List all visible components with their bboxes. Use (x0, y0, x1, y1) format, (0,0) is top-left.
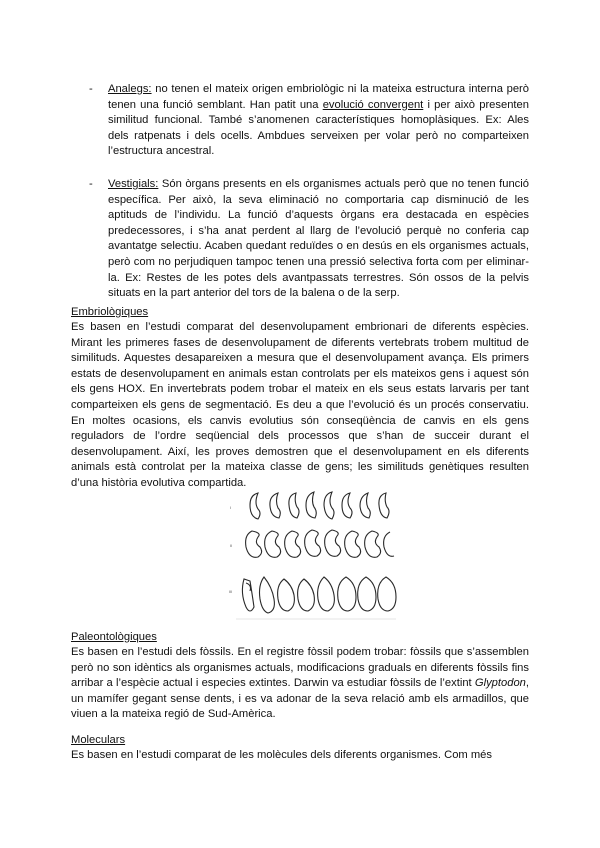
embryo-comparison-figure (228, 487, 398, 625)
embriologiques-paragraph: Es basen en l’estudi comparat del desenvolupament embrionari de diferents espècies. Mirant les primeres fases de desenvolupament de diferents vertebrats trobem multitud de similituds. Aquestes desapareixen a mesura que el desenvolupament avança. Els primers estats de desenvolupament en animals estan controlats per els mateixos gens i aquest són els gens HOX. En invertebrats podem trobar el mateix en els seus estats larvaris per tant comparteixen els gens de segmentació. Es deu a que l’evolució és un procés conservatiu. En moltes ocasions, els canvis evolutius són conseqüència de canvis en els gens reguladors de l’ordre seqüencial dels processos que s’han de succeir durant el desenvolupament. Així, les proves demostren que el desenvolupament en els diferents animals està controlat per la mateixa classe de gens; les similituds genètiques resulten d’una història evolutiva compartida. (71, 321, 529, 489)
embryo-row-1 (250, 492, 389, 519)
bullet-dash: - (89, 83, 93, 95)
row-label-ii: II (230, 543, 233, 548)
vestigials-paragraph: Vestigials: Són òrgans presents en els organismes actuals però que no tenen funció específica. Per això, la seva eliminació no comportaria cap disminució de les aptituds de l’individu. La funció d’aquests òrgans era destacada en espècies predecessores, i s’ha anat perdent al llarg de l’evolució perquè no conferia cap avantatge selectiu. Acaben quedant reduïdes o en desús en els organismes actuals, però com no perjudiquen tampoc tenen una pressió selectiva forta com per eliminar-la. Ex: Restes de les potes dels avantpassats terrestres. Són ossos de la pelvis situats en la part anterior del tors de la balena o de la serp. (108, 178, 529, 300)
embriologiques-heading: Embriològiques (71, 306, 149, 318)
embryo-row-3 (242, 577, 396, 613)
evolucio-convergent-term: evolució convergent (322, 98, 424, 111)
analegs-paragraph: Analegs: no tenen el mateix origen embriològic ni la mateixa estructura interna però tenen una funció semblant. Han patit una evolució convergent i per això presenten similitud funcional. També s’anomenen característiques homoplàsiques. Ex: Ales dels ratpenats i dels ocells. Ambdues serveixen per volar però no comparteixen l’estructura ancestral. (108, 83, 529, 158)
moleculars-heading: Moleculars (71, 734, 126, 746)
moleculars-paragraph: Es basen en l’estudi comparat de les molècules dels diferents organismes. Com més (71, 749, 492, 761)
embryo-row-2 (246, 530, 394, 557)
bullet-dash: - (89, 178, 93, 190)
row-label-i: I (230, 505, 232, 510)
paleontologiques-paragraph: Es basen en l’estudi dels fòssils. En el registre fòssil podem trobar: fòssils que s’assemblen però no son idèntics als organismes actuals, modificacions graduals en diferents fòssils fins arribar a l’espècie actual i especies extintes. Darwin va estudiar fòssils de l’extint Glyptodon, un mamífer gegant sense dents, i es va adonar de la seva relació amb els armadillos, que viuen a la mateixa regió de Sud-Amèrica. (71, 646, 529, 721)
paleontologiques-heading: Paleontològiques (71, 631, 157, 643)
glyptodon-term: Glyptodon (474, 677, 526, 690)
row-label-iii: III (229, 589, 233, 594)
vestigials-term: Vestigials: (108, 178, 159, 190)
analegs-term: Analegs: (108, 83, 152, 95)
